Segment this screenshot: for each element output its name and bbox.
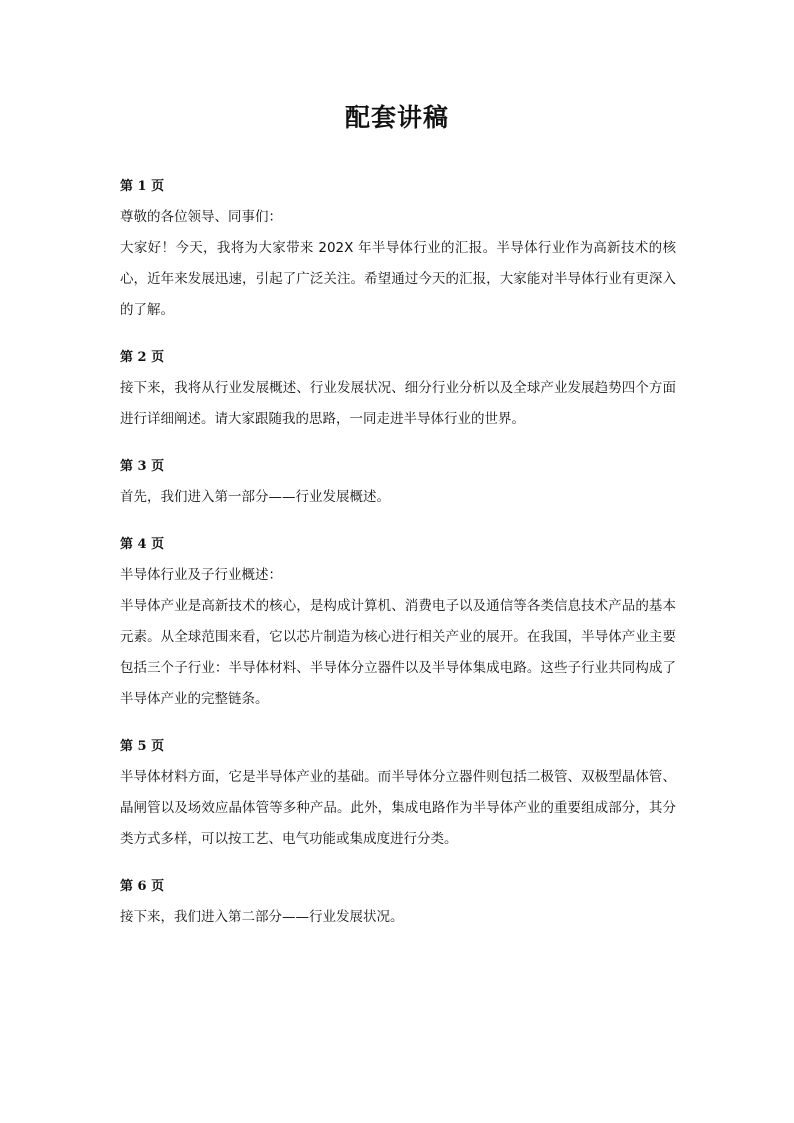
page-label: 第 5 页 (120, 739, 165, 754)
document-body (120, 171, 676, 949)
section-page-6 (120, 871, 676, 933)
page-label: 第 2 页 (120, 350, 165, 365)
paragraph: 半导体材料方面，它是半导体产业的基础。而半导体分立器件则包括二极管、双极型晶体管、晶闸管以及场效应晶体管等多种产品。此外，集成电路作为半导体产业的重要组成部分，其分类方式多样，可以按工艺、电气功能或集成度进行分类。 (120, 769, 676, 847)
paragraph: 首先，我们进入第一部分——行业发展概述。 (120, 489, 390, 505)
page-label: 第 1 页 (120, 179, 165, 194)
page-label: 第 6 页 (120, 879, 165, 894)
page-label: 第 4 页 (120, 537, 165, 552)
paragraph: 半导体产业是高新技术的核心，是构成计算机、消费电子以及通信等各类信息技术产品的基本元素。从全球范围来看，它以芯片制造为核心进行相关产业的展开。在我国，半导体产业主要包括三个子行业：半导体材料、半导体分立器件以及半导体集成电路。这些子行业共同构成了半导体产业的完整链条。 (120, 598, 676, 707)
paragraph: 接下来，我将从行业发展概述、行业发展状况、细分行业分析以及全球产业发展趋势四个方面进行详细阐述。请大家跟随我的思路，一同走进半导体行业的世界。 (120, 380, 676, 427)
document-title: 配套讲稿 (344, 103, 449, 132)
section-page-3 (120, 451, 676, 513)
paragraph: 大家好！今天，我将为大家带来 202X 年半导体行业的汇报。半导体行业作为高新技术的核心，近年来发展迅速，引起了广泛关注。希望通过今天的汇报，大家能对半导体行业有更深入的了解。 (120, 240, 676, 318)
paragraph: 接下来，我们进入第二部分——行业发展状况。 (120, 909, 404, 925)
section-page-5 (120, 731, 676, 855)
page-label: 第 3 页 (120, 459, 165, 474)
paragraph: 尊敬的各位领导、同事们： (120, 209, 282, 225)
section-page-4 (120, 529, 676, 715)
paragraph: 半导体行业及子行业概述： (120, 567, 282, 583)
section-page-1 (120, 171, 676, 326)
section-page-2 (120, 342, 676, 435)
